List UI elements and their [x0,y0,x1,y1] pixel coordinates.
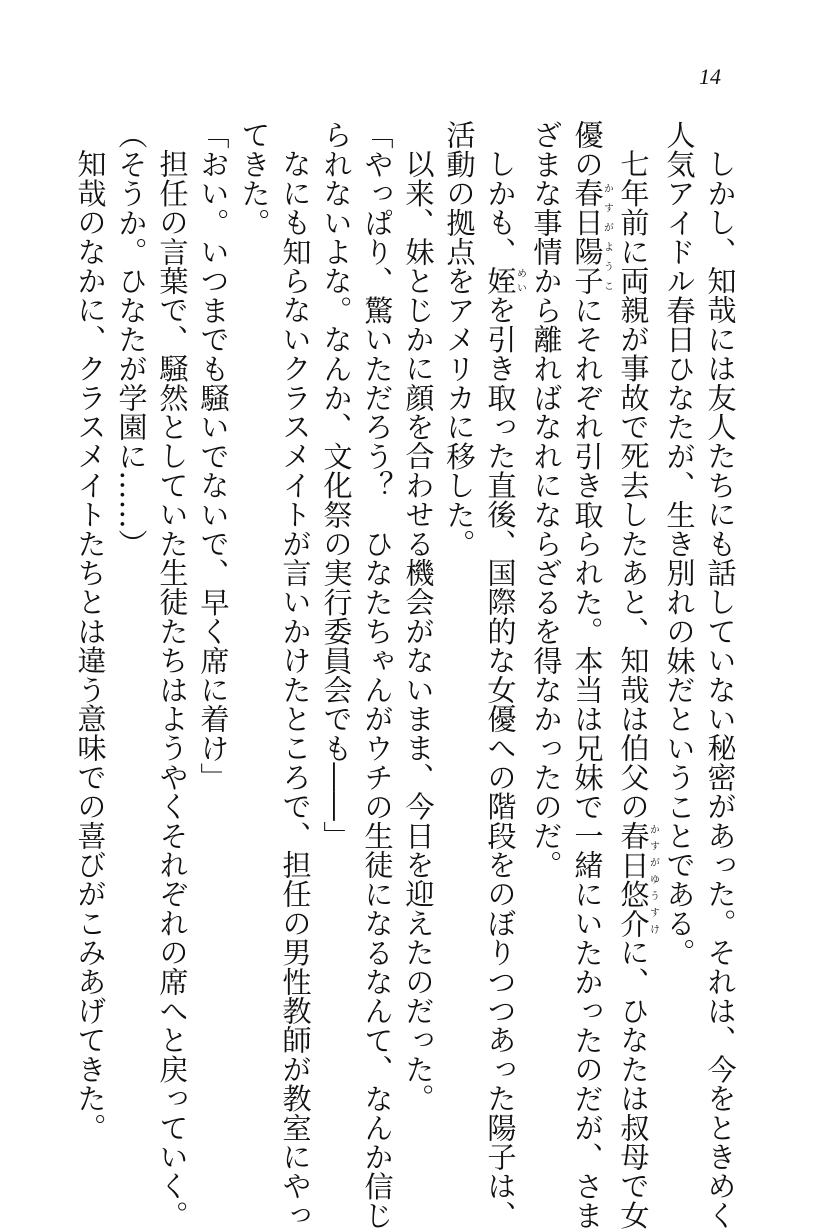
text-line [274,120,315,1230]
ruby-word [570,178,613,296]
text-line [438,120,479,1130]
text-line [151,120,192,1230]
body-text [73,120,740,1230]
text-run: 担任の言葉で、騒然としていた生徒たちはようやくそれぞれの席へと戻っていく。 [155,149,189,1230]
text-run: しかし、知哉には友人たちにも話していない秘密があった。それは、今をときめく [703,149,737,1230]
ruby-reading: めい [514,266,526,296]
text-run: 活動の拠点をアメリカに移した。 [442,120,476,558]
text-run: 以来、妹とじかに顔を合わせる機会がないまま、今日を迎えたのだった。 [401,149,435,1113]
text-line [699,120,740,1230]
text-line [525,120,566,1130]
text-run: なにも知らないクラスメイトが言いかけたところで、担任の男性教師が教室にやっ [278,149,312,1230]
text-line [192,120,233,1130]
text-run: 人気アイドル春日ひなたが、生き別れの妹だということである。 [662,120,696,967]
text-line [315,120,356,1130]
text-run: 「やっぱり、驚いただろう？ ひなたちゃんがウチの生徒になるなんて、なんか信じ [360,120,394,1230]
text-run: に、ひなたは叔母で女 [616,937,650,1230]
text-line [566,120,613,1230]
ruby-base: 姪 [483,266,517,296]
ruby-word [483,266,526,296]
text-run: にそれぞれ引き取られた。本当は兄妹で一緒にいたかったのだが、さま [570,295,604,1230]
ruby-reading: かすがゆうすけ [647,820,659,938]
text-run: 知哉のなかに、クラスメイトたちとは違う意味での喜びがこみあげてきた。 [73,149,107,1142]
text-run: られないよな。なんか、文化祭の実行委員会でも――」 [319,120,353,850]
ruby-reading: かすがようこ [601,178,613,296]
text-line [397,120,438,1130]
text-line [233,120,274,1130]
text-run: ざまな事情から離ればなれにならざるを得なかったのだ。 [529,120,563,880]
page-number: 14 [699,64,721,89]
text-run: 優の [570,120,604,179]
text-line [356,120,397,1230]
text-line [658,120,699,1130]
text-run: を引き取った直後、国際的な女優への階段をのぼりつつあった陽子は、 [483,295,517,1230]
text-run: 七年前に両親が事故で死去したあと、知哉は伯父の [616,149,650,821]
text-run: てきた。 [237,120,271,237]
text-line [69,120,110,1142]
text-line [110,120,151,1130]
text-run: しかも、 [483,149,517,266]
text-run: （そうか。ひなたが学園に……） [114,120,148,558]
text-line [612,120,659,1230]
text-line [479,120,526,1230]
ruby-base: 春日陽子 [570,178,604,296]
ruby-base: 春日悠介 [616,820,650,938]
ruby-word [616,820,659,938]
text-run: 「おい。いつまでも騒いでないで、早く席に着け」 [196,120,230,792]
